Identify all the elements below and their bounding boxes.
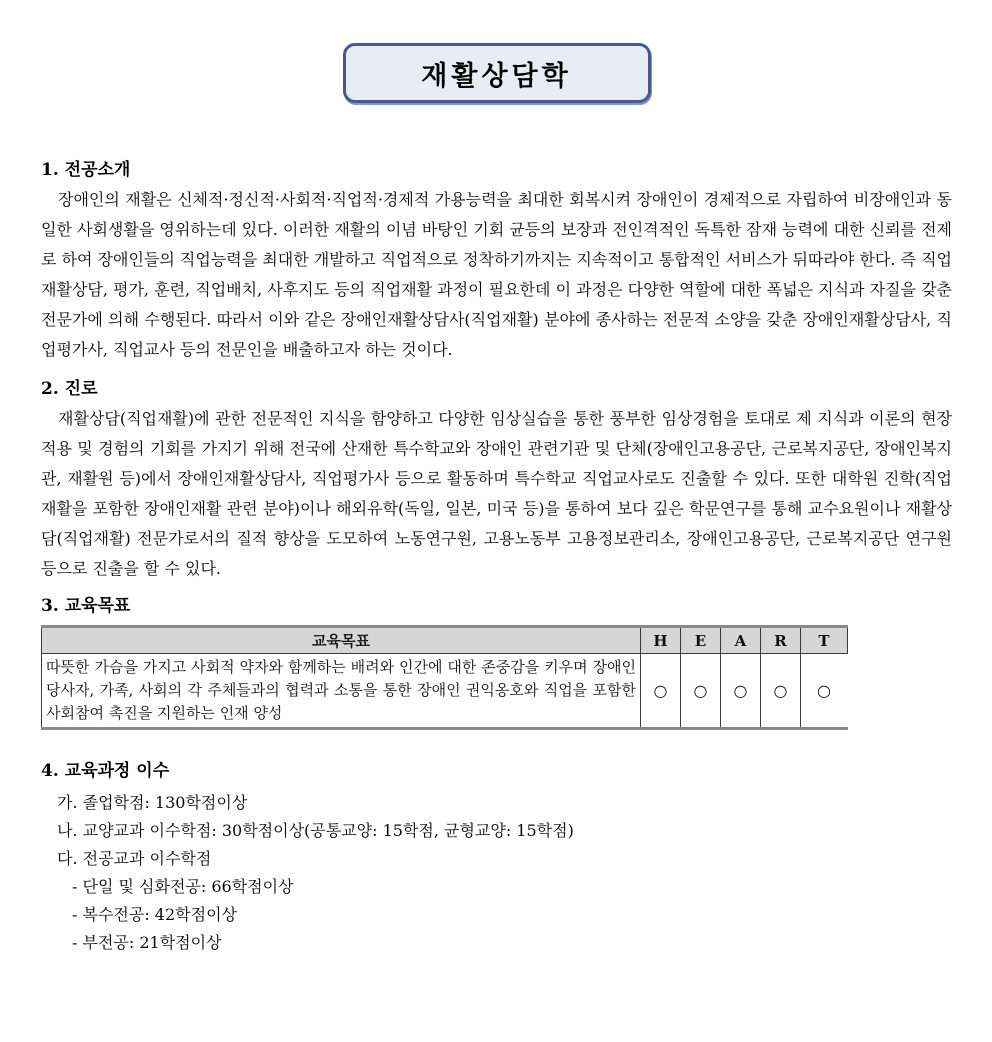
list-subitem: - 단일 및 심화전공: 66학점이상 <box>72 877 294 896</box>
goals-table-header-e: E <box>681 627 721 654</box>
goal-mark-t: ○ <box>801 654 848 729</box>
section-career-heading: 2. 진로 <box>41 379 98 399</box>
goals-table-header-h: H <box>641 627 681 654</box>
goals-table-header-row <box>42 627 848 654</box>
section-career <box>41 379 952 584</box>
list-item: 나. 교양교과 이수학점: 30학점이상(공통교양: 15학점, 균형교양: 15학점) <box>57 821 574 840</box>
list-subitem: - 부전공: 21학점이상 <box>72 933 222 952</box>
section-curriculum <box>41 761 952 957</box>
section-career-paragraph: 재활상담(직업재활)에 관한 전문적인 지식을 함양하고 다양한 임상실습을 통한 풍부한 임상경험을 토대로 제 지식과 이론의 현장 적용 및 경험의 기회를 가지기 위해 전국에 산재한 특수학교와 장애인 관련기관 및 단체(장애인고용공단, 근로복지공단, 장애인복지관, 재활원 등)에서 장애인재활상담사, 직업평가사 등으로 활동하며 특수학교 직업교사로도 진출할 수 있다. 또한 대학원 진학(직업재활을 포함한 장애인재활 관련 분야)이나 해외유학(독일, 일본, 미국 등)을 통하여 보다 깊은 학문연구를 통해 교수요원이나 재활상담(직업재활) 전문가로서의 질적 향상을 도모하여 노동연구원, 고용노동부 고용정보관리소, 장애인고용공단, 근로복지공단 연구원 등으로 진출을 할 수 있다. <box>41 409 952 578</box>
goals-table-header-r: R <box>761 627 801 654</box>
document-title: 재활상담학 <box>421 60 572 92</box>
goals-table-header-a: A <box>721 627 761 654</box>
section-intro-paragraph: 장애인의 재활은 신체적·정신적·사회적·직업적·경제적 가용능력을 최대한 회복시켜 장애인이 경제적으로 자립하여 비장애인과 동일한 사회생활을 영위하는데 있다. 이러한 재활의 이념 바탕인 기회 균등의 보장과 전인격적인 독특한 잠재 능력에 대한 신뢰를 전제로 하여 장애인들의 직업능력을 최대한 개발하고 직업적으로 정착하기까지는 지속적이고 통합적인 서비스가 뒤따라야 한다. 즉 직업재활상담, 평가, 훈련, 직업배치, 사후지도 등의 직업재활 과정이 필요한데 이 과정은 다양한 역할에 대한 폭넓은 지식과 자질을 갖춘 전문가에 의해 수행된다. 따라서 이와 같은 장애인재활상담사(직업재활) 분야에 종사하는 전문적 소양을 갖춘 장애인재활상담사, 직업평가사, 직업교사 등의 전문인을 배출하고자 하는 것이다. <box>41 190 952 359</box>
document-page <box>0 43 992 1042</box>
section-intro-heading: 1. 전공소개 <box>41 160 131 180</box>
section-intro <box>41 160 952 365</box>
goals-table <box>41 625 848 730</box>
goal-mark-h: ○ <box>641 654 681 729</box>
list-item: 가. 졸업학점: 130학점이상 <box>57 793 248 812</box>
table-row <box>42 654 848 729</box>
list-item: 다. 전공교과 이수학점 <box>57 849 212 868</box>
section-goals <box>41 596 952 730</box>
goal-description-cell: 따뜻한 가슴을 가지고 사회적 약자와 함께하는 배려와 인간에 대한 존중감을 키우며 장애인당사자, 가족, 사회의 각 주체들과의 협력과 소통을 통한 장애인 권익옹호와 직업을 포함한 사회참여 촉진을 지원하는 인재 양성 <box>42 654 641 729</box>
goal-mark-e: ○ <box>681 654 721 729</box>
goal-mark-r: ○ <box>761 654 801 729</box>
list-subitem: - 복수전공: 42학점이상 <box>72 905 237 924</box>
goal-mark-a: ○ <box>721 654 761 729</box>
goals-table-header-goal: 교육목표 <box>42 627 641 654</box>
section-curriculum-heading: 4. 교육과정 이수 <box>41 761 170 781</box>
document-title-box <box>343 43 651 103</box>
curriculum-list <box>41 789 952 957</box>
goals-table-header-t: T <box>801 627 848 654</box>
section-goals-heading: 3. 교육목표 <box>41 596 131 616</box>
